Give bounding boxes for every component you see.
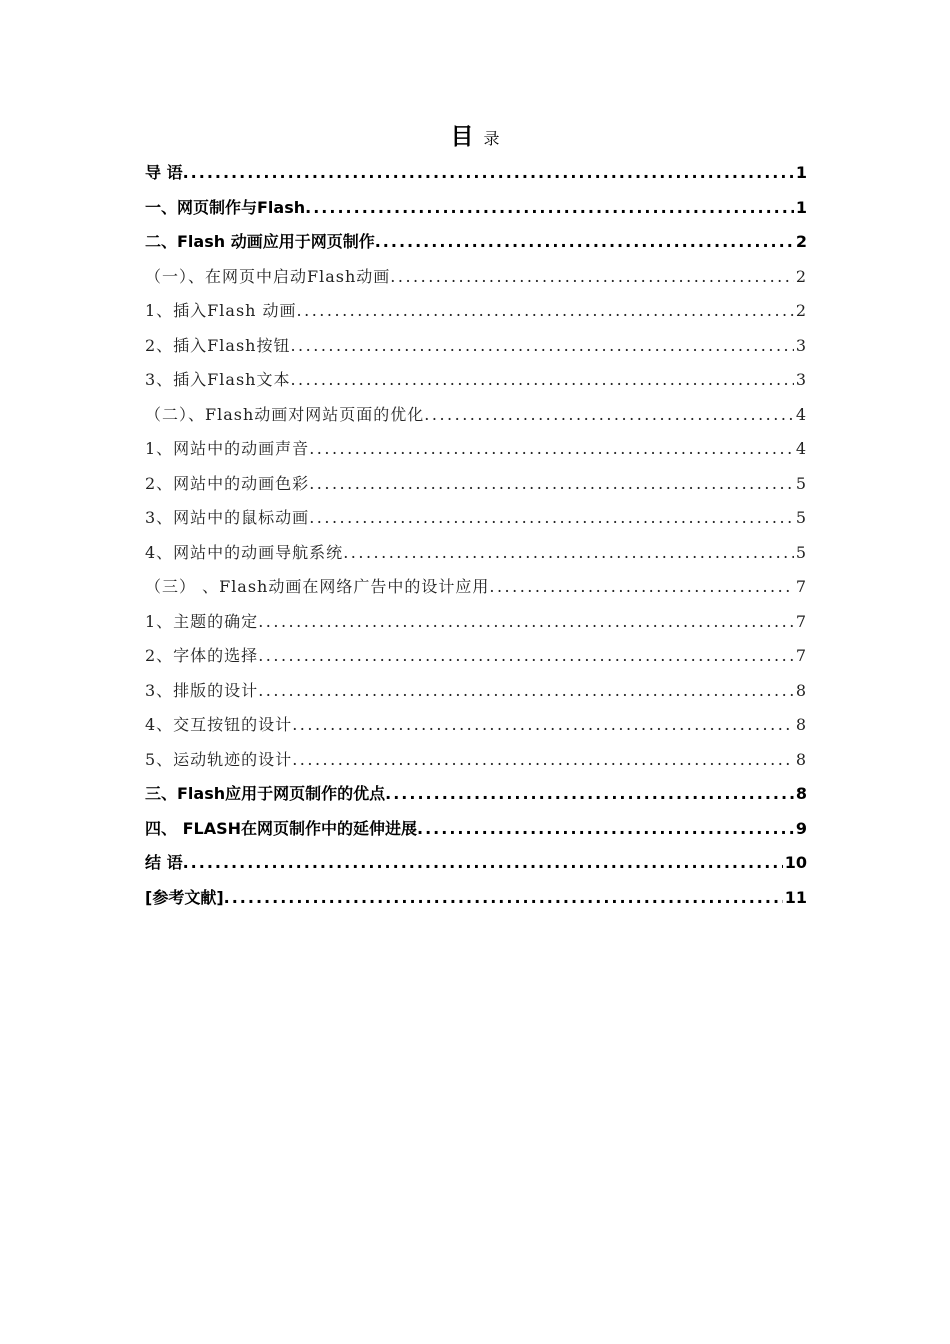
toc-page-number: 7 <box>795 577 807 596</box>
toc-entry[interactable] <box>145 674 807 709</box>
toc-page-number: 7 <box>795 646 807 665</box>
toc-entry[interactable] <box>145 639 807 674</box>
toc-entry[interactable] <box>145 363 807 398</box>
toc-page-number: 5 <box>795 542 807 562</box>
toc-entry[interactable] <box>145 536 807 571</box>
dot-leader <box>292 743 794 778</box>
toc-entry-label: 一、网页制作与Flash <box>145 197 306 217</box>
toc-entry-label: 2、网站中的动画色彩 <box>145 473 310 493</box>
toc-entry[interactable] <box>145 708 807 743</box>
dot-leader <box>417 812 794 847</box>
toc-entry-label: 3、网站中的鼠标动画 <box>145 508 310 527</box>
dot-leader <box>375 225 794 260</box>
dot-leader <box>343 536 794 571</box>
toc-entry-label: 导 语 <box>145 163 183 182</box>
toc-entry[interactable] <box>145 570 807 605</box>
toc-page-number: 2 <box>795 266 807 286</box>
toc-page-number: 8 <box>795 784 807 803</box>
toc-page-number: 1 <box>795 163 807 182</box>
toc-page-number: 4 <box>795 404 807 424</box>
page-title <box>0 122 950 154</box>
toc-page-number: 9 <box>795 818 807 838</box>
toc-entry[interactable] <box>145 329 807 364</box>
toc-entry[interactable] <box>145 260 807 295</box>
toc-entry[interactable] <box>145 881 807 916</box>
toc-page-number: 11 <box>784 887 807 907</box>
dot-leader <box>390 260 794 295</box>
toc-entry-label: 1、主题的确定 <box>145 611 259 631</box>
toc-entry[interactable] <box>145 225 807 260</box>
dot-leader <box>305 191 794 226</box>
toc-page-number: 8 <box>795 715 807 734</box>
dot-leader <box>290 329 793 364</box>
toc-page-number: 1 <box>795 197 807 217</box>
toc-entry[interactable] <box>145 398 807 433</box>
dot-leader <box>224 881 783 916</box>
toc-entry-label: 2、字体的选择 <box>145 646 259 665</box>
toc-page-number: 7 <box>795 611 807 631</box>
toc-entry-label: 1、网站中的动画声音 <box>145 439 310 458</box>
dot-leader <box>258 639 794 674</box>
dot-leader <box>309 501 794 536</box>
table-of-contents <box>145 156 807 915</box>
toc-page-number: 2 <box>795 232 807 251</box>
toc-entry-label: 二、Flash 动画应用于网页制作 <box>145 232 375 251</box>
toc-page-number: 5 <box>795 473 807 493</box>
toc-page-number: 8 <box>795 680 807 700</box>
toc-entry-label: （一）、在网页中启动Flash动画 <box>145 266 391 286</box>
title-second-char: 录 <box>483 129 500 148</box>
dot-leader <box>309 467 794 502</box>
toc-entry-label: 4、交互按钮的设计 <box>145 715 293 734</box>
toc-page-number: 2 <box>795 301 807 320</box>
title-main-char: 目 <box>450 124 474 150</box>
toc-entry-label: [参考文献] <box>145 887 224 907</box>
toc-entry-label: 5、运动轨迹的设计 <box>145 749 293 769</box>
toc-entry-label: 4、网站中的动画导航系统 <box>145 542 344 562</box>
toc-page-number: 3 <box>795 335 807 355</box>
dot-leader <box>183 156 794 191</box>
toc-entry[interactable] <box>145 777 807 812</box>
dot-leader <box>297 294 794 329</box>
toc-entry[interactable] <box>145 605 807 640</box>
toc-page-number: 8 <box>795 749 807 769</box>
dot-leader <box>258 674 794 709</box>
toc-entry-label: 1、插入Flash 动画 <box>145 301 297 320</box>
dot-leader <box>292 708 794 743</box>
dot-leader <box>290 363 793 398</box>
toc-entry[interactable] <box>145 191 807 226</box>
toc-entry-label: 3、插入Flash文本 <box>145 370 291 389</box>
toc-entry-label: 结 语 <box>145 853 183 872</box>
toc-page-number: 4 <box>795 439 807 458</box>
dot-leader <box>309 432 794 467</box>
toc-entry[interactable] <box>145 846 807 881</box>
toc-entry-label: 2、插入Flash按钮 <box>145 335 291 355</box>
toc-page-number: 10 <box>784 853 807 872</box>
dot-leader <box>183 846 783 881</box>
toc-page-number: 3 <box>795 370 807 389</box>
toc-entry[interactable] <box>145 501 807 536</box>
toc-entry-label: （三） 、Flash动画在网络广告中的设计应用 <box>145 577 490 596</box>
dot-leader <box>424 398 794 433</box>
toc-entry-label: 四、 FLASH在网页制作中的延伸进展 <box>145 818 417 838</box>
toc-entry[interactable] <box>145 294 807 329</box>
toc-entry[interactable] <box>145 156 807 191</box>
toc-entry-label: （二）、Flash动画对网站页面的优化 <box>145 404 425 424</box>
toc-entry-label: 三、Flash应用于网页制作的优点 <box>145 784 386 803</box>
dot-leader <box>385 777 794 812</box>
toc-entry[interactable] <box>145 432 807 467</box>
toc-entry[interactable] <box>145 812 807 847</box>
toc-entry[interactable] <box>145 467 807 502</box>
toc-page-number: 5 <box>795 508 807 527</box>
toc-entry[interactable] <box>145 743 807 778</box>
toc-entry-label: 3、排版的设计 <box>145 680 259 700</box>
dot-leader <box>489 570 793 605</box>
dot-leader <box>258 605 794 640</box>
